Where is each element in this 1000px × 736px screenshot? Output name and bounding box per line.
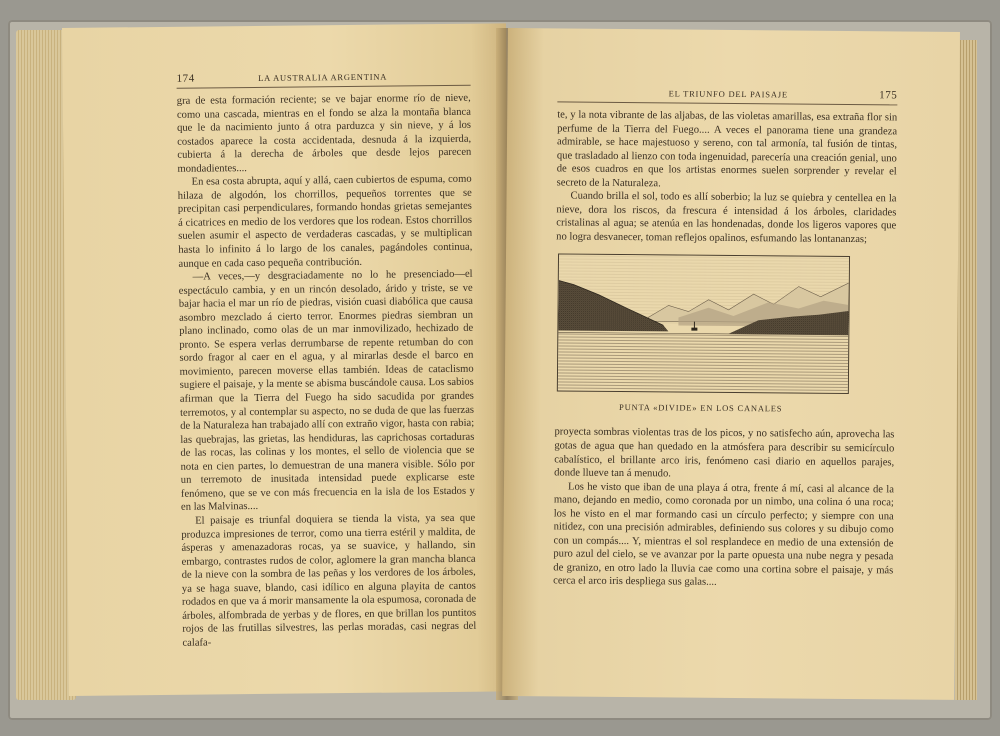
left-page-header bbox=[176, 70, 470, 89]
paragraph: Los he visto que iban de una playa á otra, frente á mí, casi al alcance de la mano, dejando en medio, como coronada por un nimbo, una colina ó una roca; los he visto en el mar formando casi un círculo perfecto; y siempre con una nitidez, con una precisión admirables, definiendo sus colores y su dibujo como con un compás.... Y, mientras el sol resplandece en medio de una extensión de puro azul del cielo, se ve avanzar por la parte opuesta una nube negra y pesada de granizo, en otro lado la lluvia cae como una cortina sobre el paisaje, y más cerca el arco iris despliega sus galas.... bbox=[553, 481, 895, 589]
paragraph: proyecta sombras violentas tras de los picos, y no satisfecho aún, aprovecha las gotas de agua que han quedado en la atmósfera para describir su semicírculo cabalístico, el brillante arco iris, fenómeno casi diario en aquellos parajes, donde llueve tan á menudo. bbox=[554, 426, 895, 480]
left-page-number: 174 bbox=[176, 72, 195, 85]
paragraph: Cuando brilla el sol, todo es allí soberbio; la luz se quiebra y centellea en la nieve, dora los riscos, da frescura é intensidad á los árboles, claridades cristalinas al agua; se atenúa en las hondenadas, donde los ligeros vapores que no logra desvanecer, toman reflejos opalinos, esfumando las lontananzas; bbox=[556, 190, 897, 246]
fjord-landscape-engraving bbox=[558, 255, 849, 394]
left-page bbox=[62, 23, 513, 696]
paragraph: En esa costa abrupta, aquí y allá, caen cubiertos de espuma, como hilaza de algodón, los chorrillos, pequeños torrentes que se precipitan casi perpendiculares, formando hondas grietas semejantes á cicatrices en medio de los verdores que los rodean. Estos chorrillos suelen asumir el aspecto de verdaderas cascadas, y se multiplican hasta lo infinito á lo largo de los canales, pagándoles continua, aunque en cada caso pequeña contribución. bbox=[177, 174, 473, 270]
paragraph: —A veces,—y desgraciadamente no lo he presenciado—el espectáculo cambia, y en un rincón desolado, árido y triste, se ve bajar hacia el mar un río de piedras, visión cuasi diabólica que causa asombro mezclado á cierto terror. Enormes piedras siembran un plano inclinado, como olas de un mar inmovilizado, hechizado de pronto. Se espera verlas derrumbarse de repente retumban do con sordo fragor al caer en el agua, y al mirarlas desde el barco en movimiento, parecen moverse ellas también. Ideas de cataclismo sugiere el paisaje, y la mente se abisma buscándole causa. Los sabios afirman que la Tierra del Fuego ha sido sacudida por grandes terremotos, y al contemplar su aspecto, no se duda de que las fuerzas de la Naturaleza han trabajado allí con extraño vigor, hasta con rabia; las quebrajas, las grietas, las hendiduras, las caprichosas cortaduras de las rocas, las colinas y los montes, el sello de violencia que se nota en cien partes, lo demuestran de una manera visible. Sólo por un terremoto de inusitada intensidad puede explicarse este fenómeno, que se ve con más frecuencia en la isla de los Estados y en las Malvinas.... bbox=[178, 268, 475, 514]
figure-caption: PUNTA «DIVIDE» EN LOS CANALES bbox=[619, 402, 783, 414]
left-running-title: LA AUSTRALIA ARGENTINA bbox=[258, 71, 388, 83]
right-page-number: 175 bbox=[879, 89, 898, 102]
paragraph: El paisaje es triunfal doquiera se tienda la vista, ya sea que produzca impresiones de terror, como una tierra estéril y maldita, de ásperas y amenazadoras rocas, ya se suavice, y hallando, sin embargo, contrastes rudos de color, aglomere la gran mancha blanca de la nieve con la sombra de las peñas y los verdores de los árboles, ya se haga suave, blando, casi idílico en alguna playita de cantos rodados en que va á morir mansamente la ola espumosa, coronada de árboles, alfombrada de yerbas y de flores, en que brillan los puntitos rojos de las frutillas silvestres, las perlas moradas, casi negras del calafa- bbox=[181, 512, 477, 649]
left-page-text bbox=[177, 92, 477, 650]
right-running-title: EL TRIUNFO DEL PAISAJE bbox=[668, 88, 788, 100]
right-page-text-top bbox=[556, 108, 897, 246]
right-page-text-bottom bbox=[553, 426, 894, 592]
engraving-illustration bbox=[557, 254, 850, 395]
right-page-header bbox=[557, 86, 897, 105]
paragraph: gra de esta formación reciente; se ve bajar enorme río de nieve, como una cascada, mientras en el fondo se alza la montaña blanca que le da nacimiento junto á otra parduzca y sin nieve, y á los costados aparece la costa accidentada, desnuda á la izquierda, cubierta á la derecha de árboles que desde lejos parecen mondadientes.... bbox=[176, 92, 472, 175]
paragraph: te, y la nota vibrante de las aljabas, de las violetas amarillas, esa extraña flor sin perfume de la Tierra del Fuego.... A veces el panorama tiene una grandeza admirable, se hace majestuoso y sereno, con tal armonía, tal fusión de tintas, que trasladado al lienzo con toda ingenuidad, parecería una creación genial, uno de esos cuadros en que los artistas enormes suelen sorprender y revelar el secreto de la Naturaleza. bbox=[556, 109, 898, 190]
right-page bbox=[502, 28, 960, 700]
